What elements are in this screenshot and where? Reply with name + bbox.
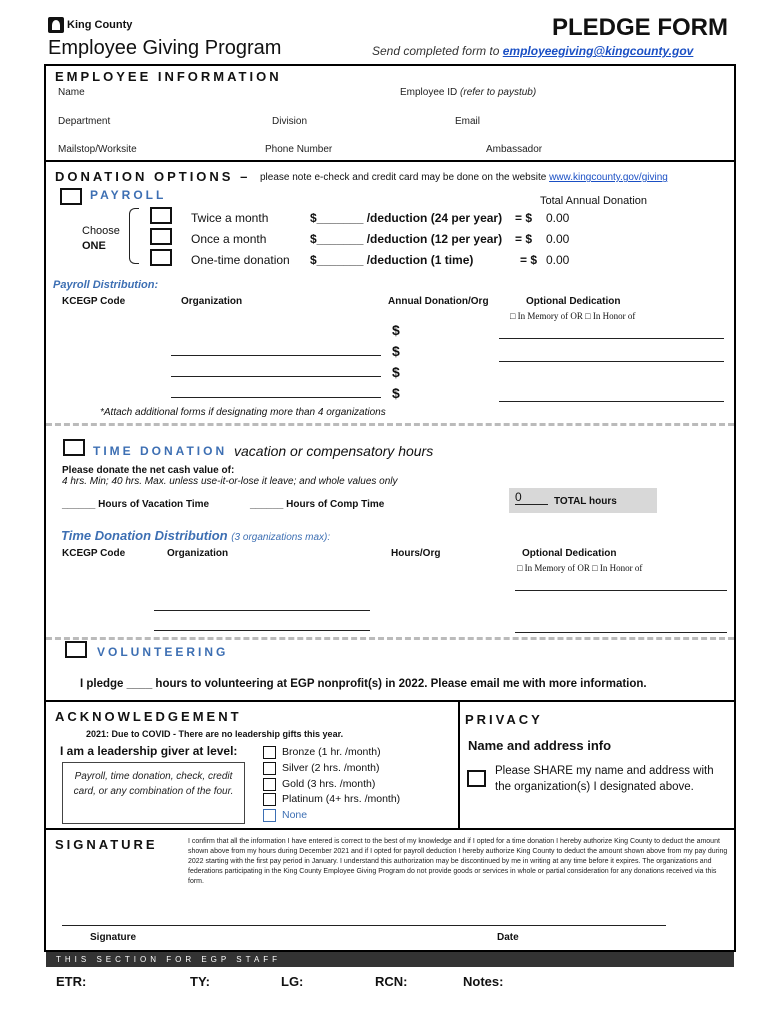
- employee-id-text: Employee ID: [400, 87, 458, 98]
- option-onetime-deduction: $_______ /deduction (1 time): [310, 253, 474, 267]
- divider-payroll-time: [46, 423, 734, 426]
- volunteer-pledge: I pledge ____ hours to volunteering at EGP nonprofit(s) in 2022. Please email me with more information.: [80, 678, 647, 690]
- bronze-label: Bronze (1 hr. /month): [282, 746, 381, 758]
- attach-note: *Attach additional forms if designating more than 4 organizations: [100, 407, 386, 418]
- platinum-checkbox[interactable]: [263, 793, 276, 806]
- total-hours-label: TOTAL hours: [554, 496, 617, 507]
- volunteering-checkbox[interactable]: [65, 641, 87, 658]
- option-once-total[interactable]: 0.00: [546, 232, 570, 246]
- option-onetime-total[interactable]: 0.00: [546, 253, 570, 267]
- col-organization: Organization: [181, 296, 243, 307]
- staff-ty[interactable]: TY:: [190, 974, 210, 989]
- col-optional-dedication: Optional Dedication: [526, 296, 621, 307]
- dedication3-line[interactable]: [499, 401, 724, 402]
- privacy-subheading: Name and address info: [468, 738, 612, 753]
- send-prefix: Send completed form to: [372, 44, 503, 58]
- time-col-hours: Hours/Org: [391, 548, 441, 559]
- send-instruction: [372, 44, 693, 58]
- ack-privacy-divider: [458, 702, 460, 828]
- king-county-logo-icon: [48, 17, 64, 33]
- volunteering-heading: VOLUNTEERING: [97, 645, 229, 659]
- covid-note: 2021: Due to COVID - There are no leadership gifts this year.: [86, 729, 344, 739]
- time-rules: 4 hrs. Min; 40 hrs. Max. unless use-it-or-lose it leave; and whole values only: [62, 476, 398, 487]
- option-onetime-label: One-time donation: [191, 253, 290, 267]
- vacation-hours: ______ Hours of Vacation Time: [62, 499, 210, 510]
- time-col-dedication: Optional Dedication: [522, 548, 617, 559]
- division-label: Division: [272, 116, 308, 127]
- leadership-label: I am a leadership giver at level:: [60, 744, 238, 758]
- signature-heading: SIGNATURE: [55, 837, 158, 852]
- time-donation-subheading: vacation or compensatory hours: [234, 443, 434, 459]
- staff-notes[interactable]: Notes:: [463, 974, 504, 989]
- signature-line[interactable]: [62, 925, 666, 926]
- time-col-organization: Organization: [167, 548, 229, 559]
- date-label: Date: [497, 932, 519, 943]
- time-distribution-title: Time Donation Distribution: [61, 528, 228, 543]
- silver-label: Silver (2 hrs. /month): [282, 762, 380, 774]
- payroll-checkbox[interactable]: [60, 188, 82, 205]
- none-label: None: [282, 809, 308, 821]
- authorization-text: I confirm that all the information I have entered is correct to the best of my knowledge and if I opted for a time donation I hereby authorize King County to deduct the amount shown above from my hours during December 2021 and if I opted for payroll deduction I hereby authorize King County to deduct the amount shown above from my pay during 2022 starting with the first pay period in January. I understand this authorization may be discontinued by me in writing at any time before it expires. The organizations and federations participating in the King County Employee Giving Program do not provide goods or services in whole or partial consideration for any donations received via this form.: [188, 838, 728, 885]
- time-please: Please donate the net cash value of:: [62, 465, 235, 476]
- none-checkbox[interactable]: [263, 809, 276, 822]
- time-distribution-note: (3 organizations max):: [231, 532, 331, 543]
- platinum-label: Platinum (4+ hrs. /month): [282, 793, 401, 805]
- payroll-label: PAYROLL: [90, 188, 167, 202]
- privacy-text: Please SHARE my name and address with the organization(s) I designated above.: [495, 765, 714, 793]
- privacy-heading: PRIVACY: [465, 712, 543, 727]
- payroll-dedication-options: □ In Memory of OR □ In Honor of: [510, 311, 636, 321]
- col-kcegp-code: KCEGP Code: [62, 296, 126, 307]
- option-twice-label: Twice a month: [191, 211, 269, 225]
- org-name: King County: [67, 19, 133, 31]
- org1-dollar: $: [392, 322, 400, 338]
- name-label: Name: [58, 87, 85, 98]
- time-donation-heading: TIME DONATION: [93, 444, 228, 458]
- time-dedication-options: □ In Memory of OR □ In Honor of: [517, 563, 643, 573]
- donation-heading: DONATION OPTIONS –: [55, 169, 251, 184]
- leadership-note: Payroll, time donation, check, credit card, or any combination of the four.: [62, 762, 245, 824]
- employee-id-note: (refer to paystub): [460, 87, 537, 98]
- time-org1-line[interactable]: [154, 610, 370, 611]
- choose-bracket: [129, 208, 139, 264]
- twice-month-checkbox[interactable]: [150, 207, 172, 224]
- time-distribution-heading: [61, 528, 330, 543]
- time-org2-line[interactable]: [154, 630, 370, 631]
- time-col-kcegp-code: KCEGP Code: [62, 548, 126, 559]
- department-label: Department: [58, 116, 111, 127]
- mailstop-label: Mailstop/Worksite: [58, 144, 137, 155]
- once-month-checkbox[interactable]: [150, 228, 172, 245]
- option-twice-deduction: $_______ /deduction (24 per year): [310, 211, 503, 225]
- org4-dollar: $: [392, 385, 400, 401]
- ambassador-label: Ambassador: [486, 144, 543, 155]
- donation-note: [260, 172, 668, 183]
- payroll-distribution-heading: Payroll Distribution:: [53, 279, 159, 291]
- employee-info-heading: EMPLOYEE INFORMATION: [55, 69, 282, 84]
- staff-heading: THIS SECTION FOR EGP STAFF: [56, 955, 282, 964]
- send-email-link[interactable]: employeegiving@kingcounty.gov: [502, 44, 694, 58]
- acknowledgement-heading: ACKNOWLEDGEMENT: [55, 709, 242, 724]
- form-title: PLEDGE FORM: [551, 14, 728, 41]
- time-dedication2-line[interactable]: [515, 632, 727, 633]
- time-dedication1-line[interactable]: [515, 590, 727, 591]
- option-once-label: Once a month: [191, 232, 267, 246]
- program-title: Employee Giving Program: [48, 37, 282, 59]
- option-once-deduction: $_______ /deduction (12 per year): [310, 232, 503, 246]
- employee-id-label: [400, 87, 536, 98]
- staff-etr[interactable]: ETR:: [56, 974, 87, 989]
- total-annual-label: Total Annual Donation: [540, 195, 648, 207]
- option-twice-eq: = $: [515, 211, 533, 225]
- gold-checkbox[interactable]: [263, 778, 276, 791]
- comp-hours: ______ Hours of Comp Time: [250, 499, 385, 510]
- time-donation-checkbox[interactable]: [63, 439, 85, 456]
- signature-label: Signature: [90, 932, 137, 943]
- choose-label: Choose: [82, 225, 120, 237]
- phone-label: Phone Number: [265, 144, 333, 155]
- dedication2-line[interactable]: [499, 361, 724, 362]
- org3-line[interactable]: [171, 376, 381, 377]
- org4-line[interactable]: [171, 397, 381, 398]
- donation-note-text: please note e-check and credit card may be done on the website: [260, 172, 547, 183]
- one-time-checkbox[interactable]: [150, 249, 172, 266]
- silver-checkbox[interactable]: [263, 762, 276, 775]
- staff-lg[interactable]: LG:: [281, 974, 304, 989]
- org3-dollar: $: [392, 364, 400, 380]
- total-hours-value[interactable]: 0: [515, 490, 548, 505]
- dedication1-line[interactable]: [499, 338, 724, 339]
- gold-label: Gold (3 hrs. /month): [282, 778, 376, 790]
- option-twice-total[interactable]: 0.00: [546, 211, 570, 225]
- option-once-eq: = $: [515, 232, 533, 246]
- king-county-logo: [48, 17, 132, 33]
- giving-website-link[interactable]: www.kingcounty.gov/giving: [549, 172, 668, 183]
- option-onetime-eq: = $: [520, 253, 538, 267]
- org2-dollar: $: [392, 343, 400, 359]
- one-label: ONE: [82, 240, 106, 252]
- col-annual-donation: Annual Donation/Org: [388, 296, 489, 307]
- org2-line[interactable]: [171, 355, 381, 356]
- email-label: Email: [455, 116, 481, 127]
- staff-rcn[interactable]: RCN:: [375, 974, 408, 989]
- divider-time-volunteer: [46, 637, 734, 640]
- privacy-share-checkbox[interactable]: [467, 770, 486, 787]
- bronze-checkbox[interactable]: [263, 746, 276, 759]
